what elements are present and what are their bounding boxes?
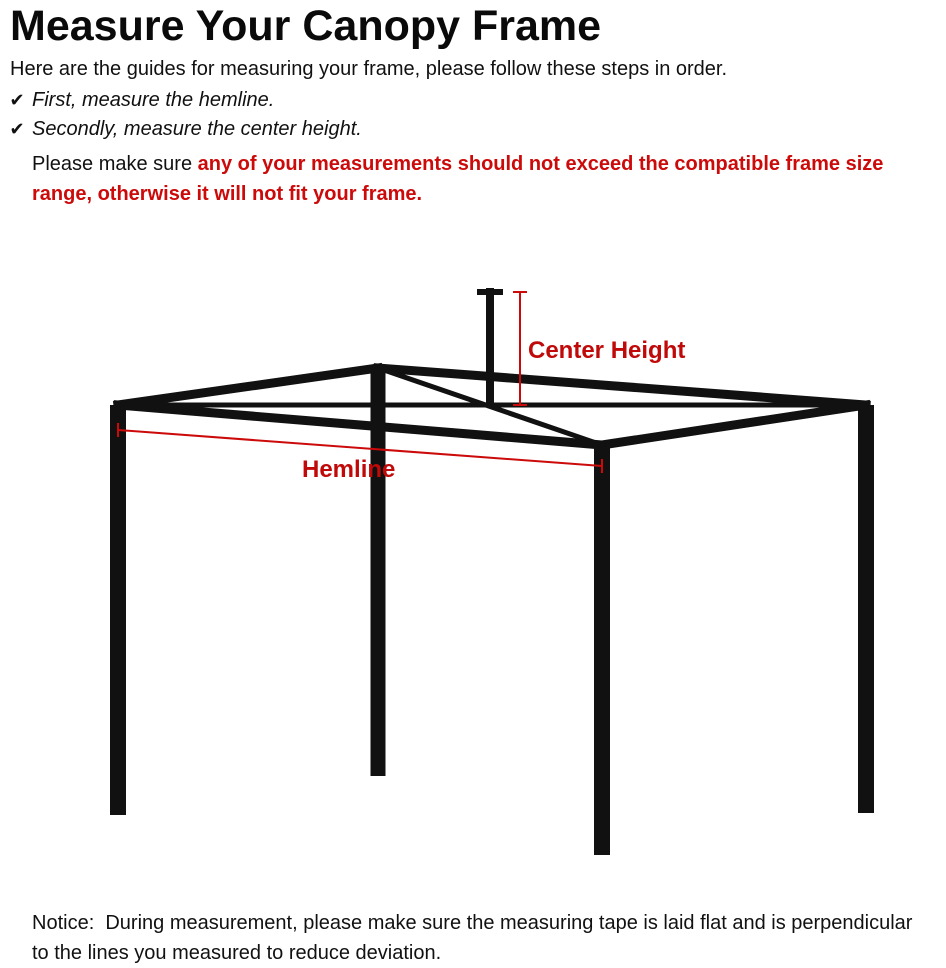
warning-prefix: Please make sure bbox=[32, 153, 198, 175]
canopy-frame bbox=[118, 292, 866, 855]
warning-highlight: any of your measurements should not exceed the compatible frame size range, otherwise it will not fit your frame. bbox=[32, 153, 884, 205]
step-text: Secondly, measure the center height. bbox=[32, 118, 362, 140]
center-height-measure bbox=[513, 292, 527, 405]
notice-text: Notice: During measurement, please make sure the measuring tape is laid flat and is perpendicular to the lines you measured to reduce deviation. bbox=[32, 912, 913, 964]
center-height-label: Center Height bbox=[528, 337, 686, 364]
page-title: Measure Your Canopy Frame bbox=[10, 2, 602, 50]
step-text: First, measure the hemline. bbox=[32, 89, 275, 111]
hemline-label: Hemline bbox=[302, 456, 396, 483]
checkmark-icon: ✔ bbox=[9, 119, 25, 139]
intro-text: Here are the guides for measuring your frame, please follow these steps in order. bbox=[10, 58, 728, 80]
checkmark-icon: ✔ bbox=[9, 90, 25, 110]
